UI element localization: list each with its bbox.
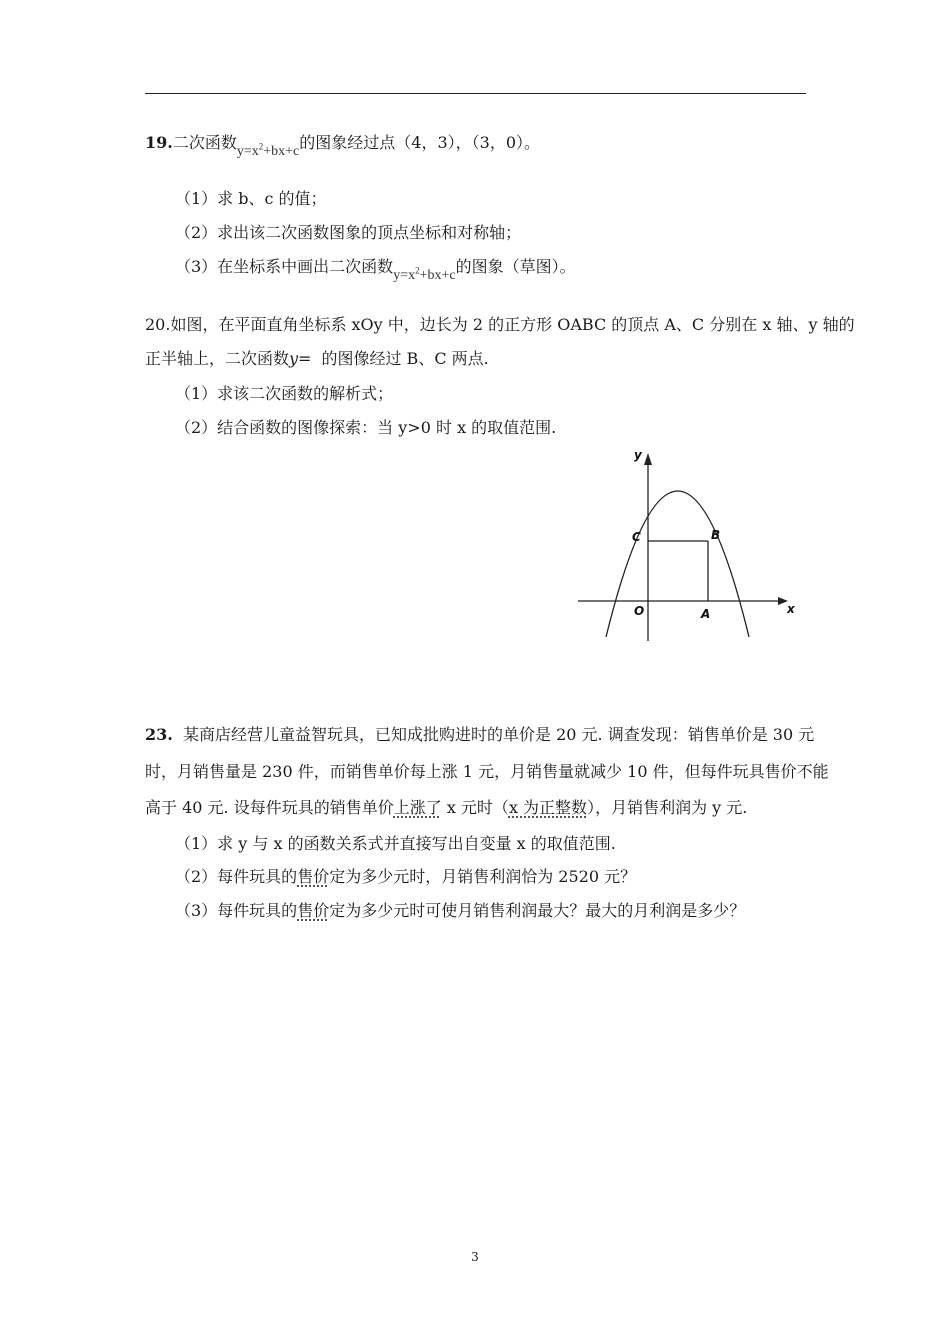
label-y: y (634, 448, 642, 462)
q23-sub2: （2）每件玩具的售价定为多少元时，月销售利润恰为 2520 元？ (175, 867, 637, 886)
q19-stem (145, 130, 541, 159)
q19-post: 的图象经过点（4，3），（3，0）。 (299, 133, 541, 152)
q23-line1: 23. 某商店经营儿童益智玩具，已知成批购进时的单价是 20 元. 调查发现：销售单价是 30 元 (145, 725, 815, 744)
q23-sub3: （3）每件玩具的售价定为多少元时可使月销售利润最大？最大的月利润是多少？ (175, 901, 746, 920)
label-x: x (787, 602, 795, 616)
label-C: C (632, 530, 641, 544)
label-A: A (701, 607, 711, 621)
y-axis-arrow (644, 453, 652, 465)
q20-line2: 正半轴上，二次函数y= 的图像经过 B、C 两点. (145, 349, 489, 368)
label-B: B (711, 528, 721, 542)
q19-sub2: （2）求出该二次函数图象的顶点坐标和对称轴； (175, 223, 522, 242)
q20-parabola-graph (570, 445, 805, 645)
q23-sub1: （1）求 y 与 x 的函数关系式并直接写出自变量 x 的取值范围. (175, 834, 616, 853)
header-rule (145, 93, 806, 94)
q20-line1: 20.如图，在平面直角坐标系 xOy 中，边长为 2 的正方形 OABC 的顶点 A、C 分别在 x 轴、y 轴的 (145, 315, 855, 334)
q20-sub2: （2）结合函数的图像探索：当 y>0 时 x 的取值范围. (175, 418, 557, 437)
q19-sub1: （1）求 b、c 的值； (175, 189, 327, 208)
label-O: O (634, 604, 645, 618)
parabola-curve (606, 491, 749, 637)
q23-line3: 高于 40 元. 设每件玩具的销售单价上涨了 x 元时（x 为正整数），月销售利润为 y 元. (145, 798, 748, 817)
q19-number: 19. (145, 133, 173, 152)
q19-sub3-formula: $y=x^2+bx+c$ (393, 265, 456, 283)
q20-sub1: （1）求该二次函数的解析式； (175, 384, 394, 403)
q19-pre: 二次函数 (172, 133, 237, 152)
q23-line2: 时，月销售量是 230 件，而销售单价每上涨 1 元，月销售量就减少 10 件，但每件玩具售价不能 (145, 762, 829, 781)
page-number: 3 (471, 1250, 479, 1264)
q19-formula: $y=x^2+bx+c$ (236, 141, 300, 159)
q19-sub3: （3）在坐标系中画出二次函数$y=x^2+bx+c$的图象（草图）。 (175, 257, 576, 283)
